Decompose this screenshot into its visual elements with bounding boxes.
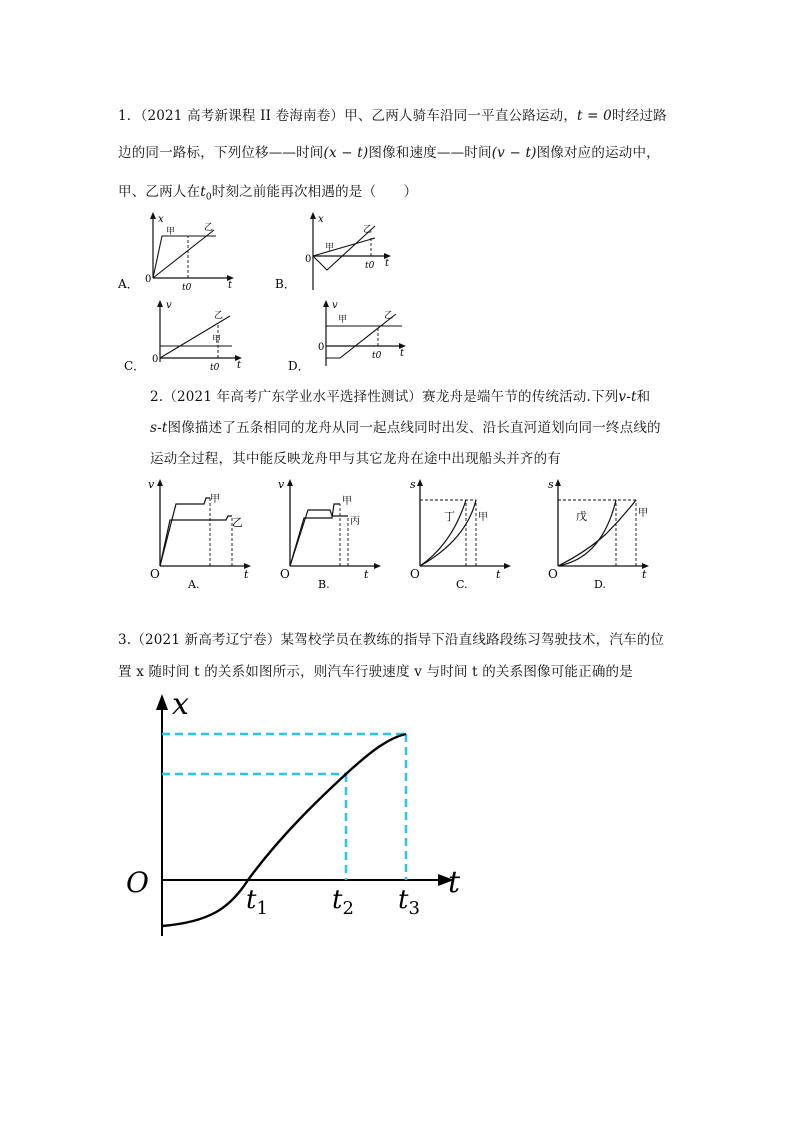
q3-text: 置 x 随时间 t 的关系如图所示，则汽车行驶速度 v 与时间 t 的关系图像可能正确的是 <box>118 664 633 680</box>
q1-math: t <box>200 184 206 200</box>
q1-option-d-label: D． <box>288 359 310 373</box>
t0-tick-label: t0 <box>210 363 220 373</box>
series-b-label: 乙 <box>232 516 243 529</box>
q1-option-d-graph <box>288 296 418 374</box>
origin-label: O <box>548 567 558 581</box>
q3-line-1 <box>118 628 664 648</box>
t0-tick-label: t0 <box>182 283 192 293</box>
x-axis-label: t <box>496 568 501 581</box>
q2-text: 和 <box>636 389 651 405</box>
y-axis-label: x <box>318 214 324 225</box>
q2-option-b-graph <box>278 474 388 592</box>
q1-math-sub: 0 <box>205 192 212 203</box>
y-axis-arrow <box>555 479 561 486</box>
series-b-label: 乙 <box>214 311 224 321</box>
y-axis-label: x <box>158 214 164 225</box>
y-axis-label: v <box>332 300 338 311</box>
q2-line-2 <box>150 416 661 436</box>
series-a-label: 甲 <box>342 496 352 507</box>
q1-line-2 <box>118 141 660 161</box>
y-axis-arrow <box>157 479 163 486</box>
series-a-label: 丁 <box>444 510 455 523</box>
y-axis-arrow <box>417 479 423 486</box>
y-axis-label: x <box>172 687 189 722</box>
q2-text: 图像描述了五条相同的龙舟从同一起点线同时出发、沿长直河道划向同一终点线的 <box>167 420 661 436</box>
origin-label: O <box>150 567 160 581</box>
x-axis-label: t <box>244 568 249 581</box>
y-axis-arrow <box>323 300 329 307</box>
q2-option-c-label: C. <box>456 578 468 591</box>
q1-text: 时经过路 <box>611 108 667 124</box>
q1-math: (x − t) <box>323 145 369 161</box>
q1-math: (v − t) <box>491 145 537 161</box>
series-b-curve <box>558 500 636 566</box>
q1-text: 1．（2021 高考新课程 II 卷海南卷）甲、乙两人骑车沿同一平直公路运动， <box>118 108 578 124</box>
y-axis-label: v <box>166 300 172 311</box>
q3-x-t-graph <box>120 686 480 936</box>
y-axis-arrow <box>150 212 156 219</box>
origin-label: O <box>280 567 290 581</box>
series-b-label: 乙 <box>384 311 394 321</box>
q2-option-c-graph <box>408 474 518 592</box>
t3-tick-label: $t_3$ <box>398 885 420 919</box>
q1-option-c-label: C． <box>124 359 146 373</box>
q2-line-3 <box>150 447 561 467</box>
q1-math: t = 0 <box>577 108 612 124</box>
q1-option-b-graph <box>275 208 405 293</box>
q1-option-c-graph <box>118 296 258 374</box>
series-b-label: 丙 <box>350 516 360 527</box>
origin-label: 0 <box>152 354 159 365</box>
y-axis-label: s <box>548 478 554 491</box>
y-axis-arrow <box>287 479 293 486</box>
series-b-label: 乙 <box>363 225 373 235</box>
q2-line-1 <box>150 385 650 405</box>
y-axis-label: v <box>148 478 155 491</box>
y-axis-arrow <box>156 694 168 710</box>
x-axis-label: t <box>448 865 461 900</box>
x-axis-arrow <box>504 563 511 569</box>
series-a-label: 戊 <box>576 510 587 523</box>
x-axis-label: t <box>400 348 405 359</box>
q1-text: 图像和速度——时间 <box>368 145 492 161</box>
t2-tick-label: $t_2$ <box>332 885 354 919</box>
q2-option-b-label: B. <box>318 578 330 591</box>
series-a-label: 甲 <box>166 227 176 237</box>
t1-tick-label: $t_1$ <box>246 885 268 919</box>
q2-option-a-label: A. <box>188 578 200 591</box>
x-t-curve <box>162 734 406 926</box>
q1-text: 边的同一路标，下列位移——时间 <box>118 145 324 161</box>
q2-text: 2.（2021 年高考广东学业水平选择性测试）赛龙舟是端午节的传统活动.下列 <box>150 389 619 405</box>
x-axis-label: t <box>364 568 369 581</box>
series-a-label: 甲 <box>325 243 335 253</box>
series-a-line <box>313 238 375 256</box>
origin-label: O <box>126 866 149 899</box>
q2-math: s-t <box>150 420 168 436</box>
series-a-line <box>153 236 216 278</box>
origin-label: O <box>410 567 420 581</box>
q2-text: 运动全过程，其中能反映龙舟甲与其它龙舟在途中出现船头并齐的有 <box>150 451 561 467</box>
q3-text: 3.（2021 新高考辽宁卷）某驾校学员在教练的指导下沿直线路段练习驾驶技术，汽车的位 <box>118 632 665 648</box>
origin-label: 0 <box>145 274 152 285</box>
y-axis-arrow <box>157 300 163 307</box>
q1-text: 图像对应的运动中， <box>536 145 660 161</box>
q2-option-d-graph <box>546 474 656 592</box>
series-b-label: 甲 <box>638 508 648 519</box>
q1-option-a-graph <box>118 208 248 293</box>
x-axis-label: t <box>642 568 647 581</box>
series-a-label: 甲 <box>212 335 222 345</box>
y-axis-label: v <box>278 478 285 491</box>
q1-option-a-label: A． <box>118 277 139 291</box>
q2-math: v-t <box>618 389 637 405</box>
q1-line-3 <box>118 180 417 203</box>
series-b-label: 甲 <box>478 512 488 523</box>
origin-label: 0 <box>318 342 325 353</box>
series-a-line <box>290 504 340 566</box>
x-axis-arrow <box>374 563 381 569</box>
q1-option-b-label: B． <box>275 277 296 291</box>
x-axis-label: t <box>385 258 390 269</box>
series-a-label: 甲 <box>338 315 348 325</box>
q2-option-d-label: D. <box>594 578 606 591</box>
t0-tick-label: t0 <box>365 261 375 271</box>
x-axis-label: t <box>237 360 242 371</box>
x-axis-label: t <box>228 280 233 291</box>
y-axis-arrow <box>310 212 316 219</box>
origin-label: 0 <box>305 254 312 265</box>
q1-line-1 <box>118 104 667 124</box>
series-a-label: 甲 <box>210 494 220 505</box>
t0-tick-label: t0 <box>372 351 382 361</box>
y-axis-label: s <box>410 478 416 491</box>
q1-text: 甲、乙两人在 <box>118 184 201 200</box>
series-b-label: 乙 <box>204 223 214 233</box>
q2-option-a-graph <box>148 474 258 592</box>
q3-line-2 <box>118 660 633 680</box>
q1-text: 时刻之前能再次相遇的是（ ） <box>211 184 418 200</box>
